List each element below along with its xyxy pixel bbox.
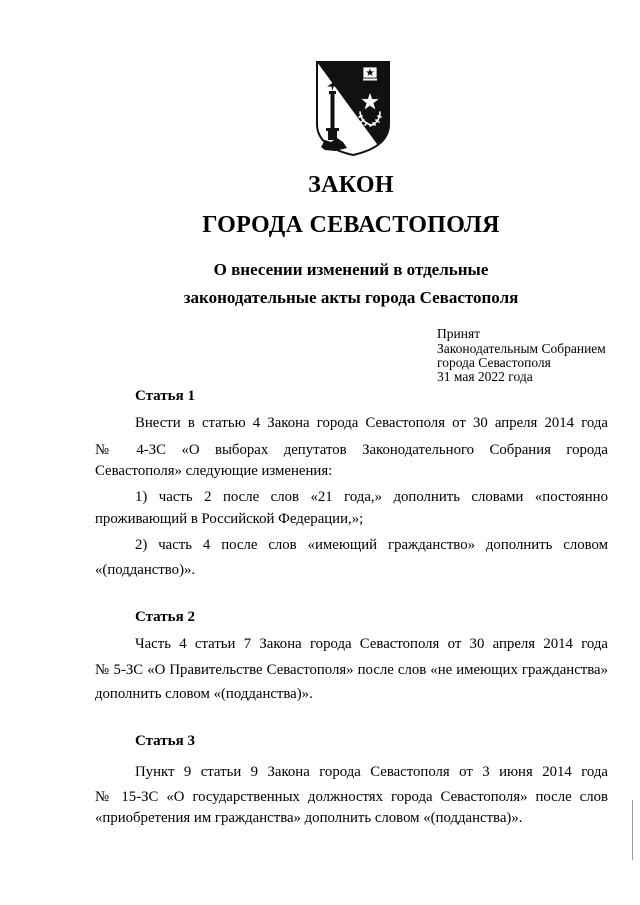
article-title: Статья 1: [135, 388, 195, 404]
article-title: Статья 3: [135, 733, 195, 749]
list-item-line: «(подданство)».: [95, 562, 196, 578]
adoption-line: Принят: [437, 326, 481, 341]
paragraph-line: «приобретения им гражданства» дополнить словом «(подданства)».: [95, 810, 523, 826]
article-title: Статья 2: [135, 609, 195, 625]
law-heading-line-2: законодательные акты города Севастополя: [183, 288, 519, 307]
adoption-date: 31 мая 2022 года: [437, 369, 533, 384]
paragraph-line: № 15-ЗС «О государственных должностях города Севастополя» после слов: [95, 789, 608, 805]
paragraph-line: № 5-ЗС «О Правительстве Севастополя» после слов «не имеющих гражданства»: [95, 662, 608, 678]
paragraph-line: дополнить словом «(подданства)».: [95, 686, 313, 702]
monument-capital: [329, 91, 336, 94]
sevastopol-coat-of-arms-icon: [313, 58, 393, 158]
paragraph-line: Пункт 9 статьи 9 Закона города Севастополя от 3 июня 2014 года: [135, 764, 608, 780]
paragraph-line: № 4-ЗС «О выборах депутатов Законодательного Собрания города: [95, 442, 608, 458]
adoption-line: Законодательным Собранием: [437, 341, 606, 356]
list-item-line: 2) часть 4 после слов «имеющий гражданство» дополнить словом: [135, 537, 608, 553]
adoption-line: города Севастополя: [437, 355, 551, 370]
law-title: ЗАКОН: [308, 172, 394, 198]
law-heading-line-1: О внесении изменений в отдельные: [213, 260, 489, 279]
monument-column: [331, 94, 335, 128]
monument-ledge: [326, 128, 339, 131]
paragraph-line: Часть 4 статьи 7 Закона города Севастополя от 30 апреля 2014 года: [135, 636, 608, 652]
paragraph-line: Севастополя» следующие изменения:: [95, 463, 333, 479]
monument-pedestal: [328, 130, 337, 140]
list-item-line: 1) часть 2 после слов «21 года,» дополнить словами «постоянно: [135, 489, 608, 505]
list-item-line: проживающий в Российской Федерации,»;: [95, 511, 364, 527]
scan-edge-line: [632, 800, 633, 860]
city-title: ГОРОДА СЕВАСТОПОЛЯ: [202, 212, 500, 238]
paragraph-line: Внести в статью 4 Закона города Севастополя от 30 апреля 2014 года: [135, 415, 608, 431]
